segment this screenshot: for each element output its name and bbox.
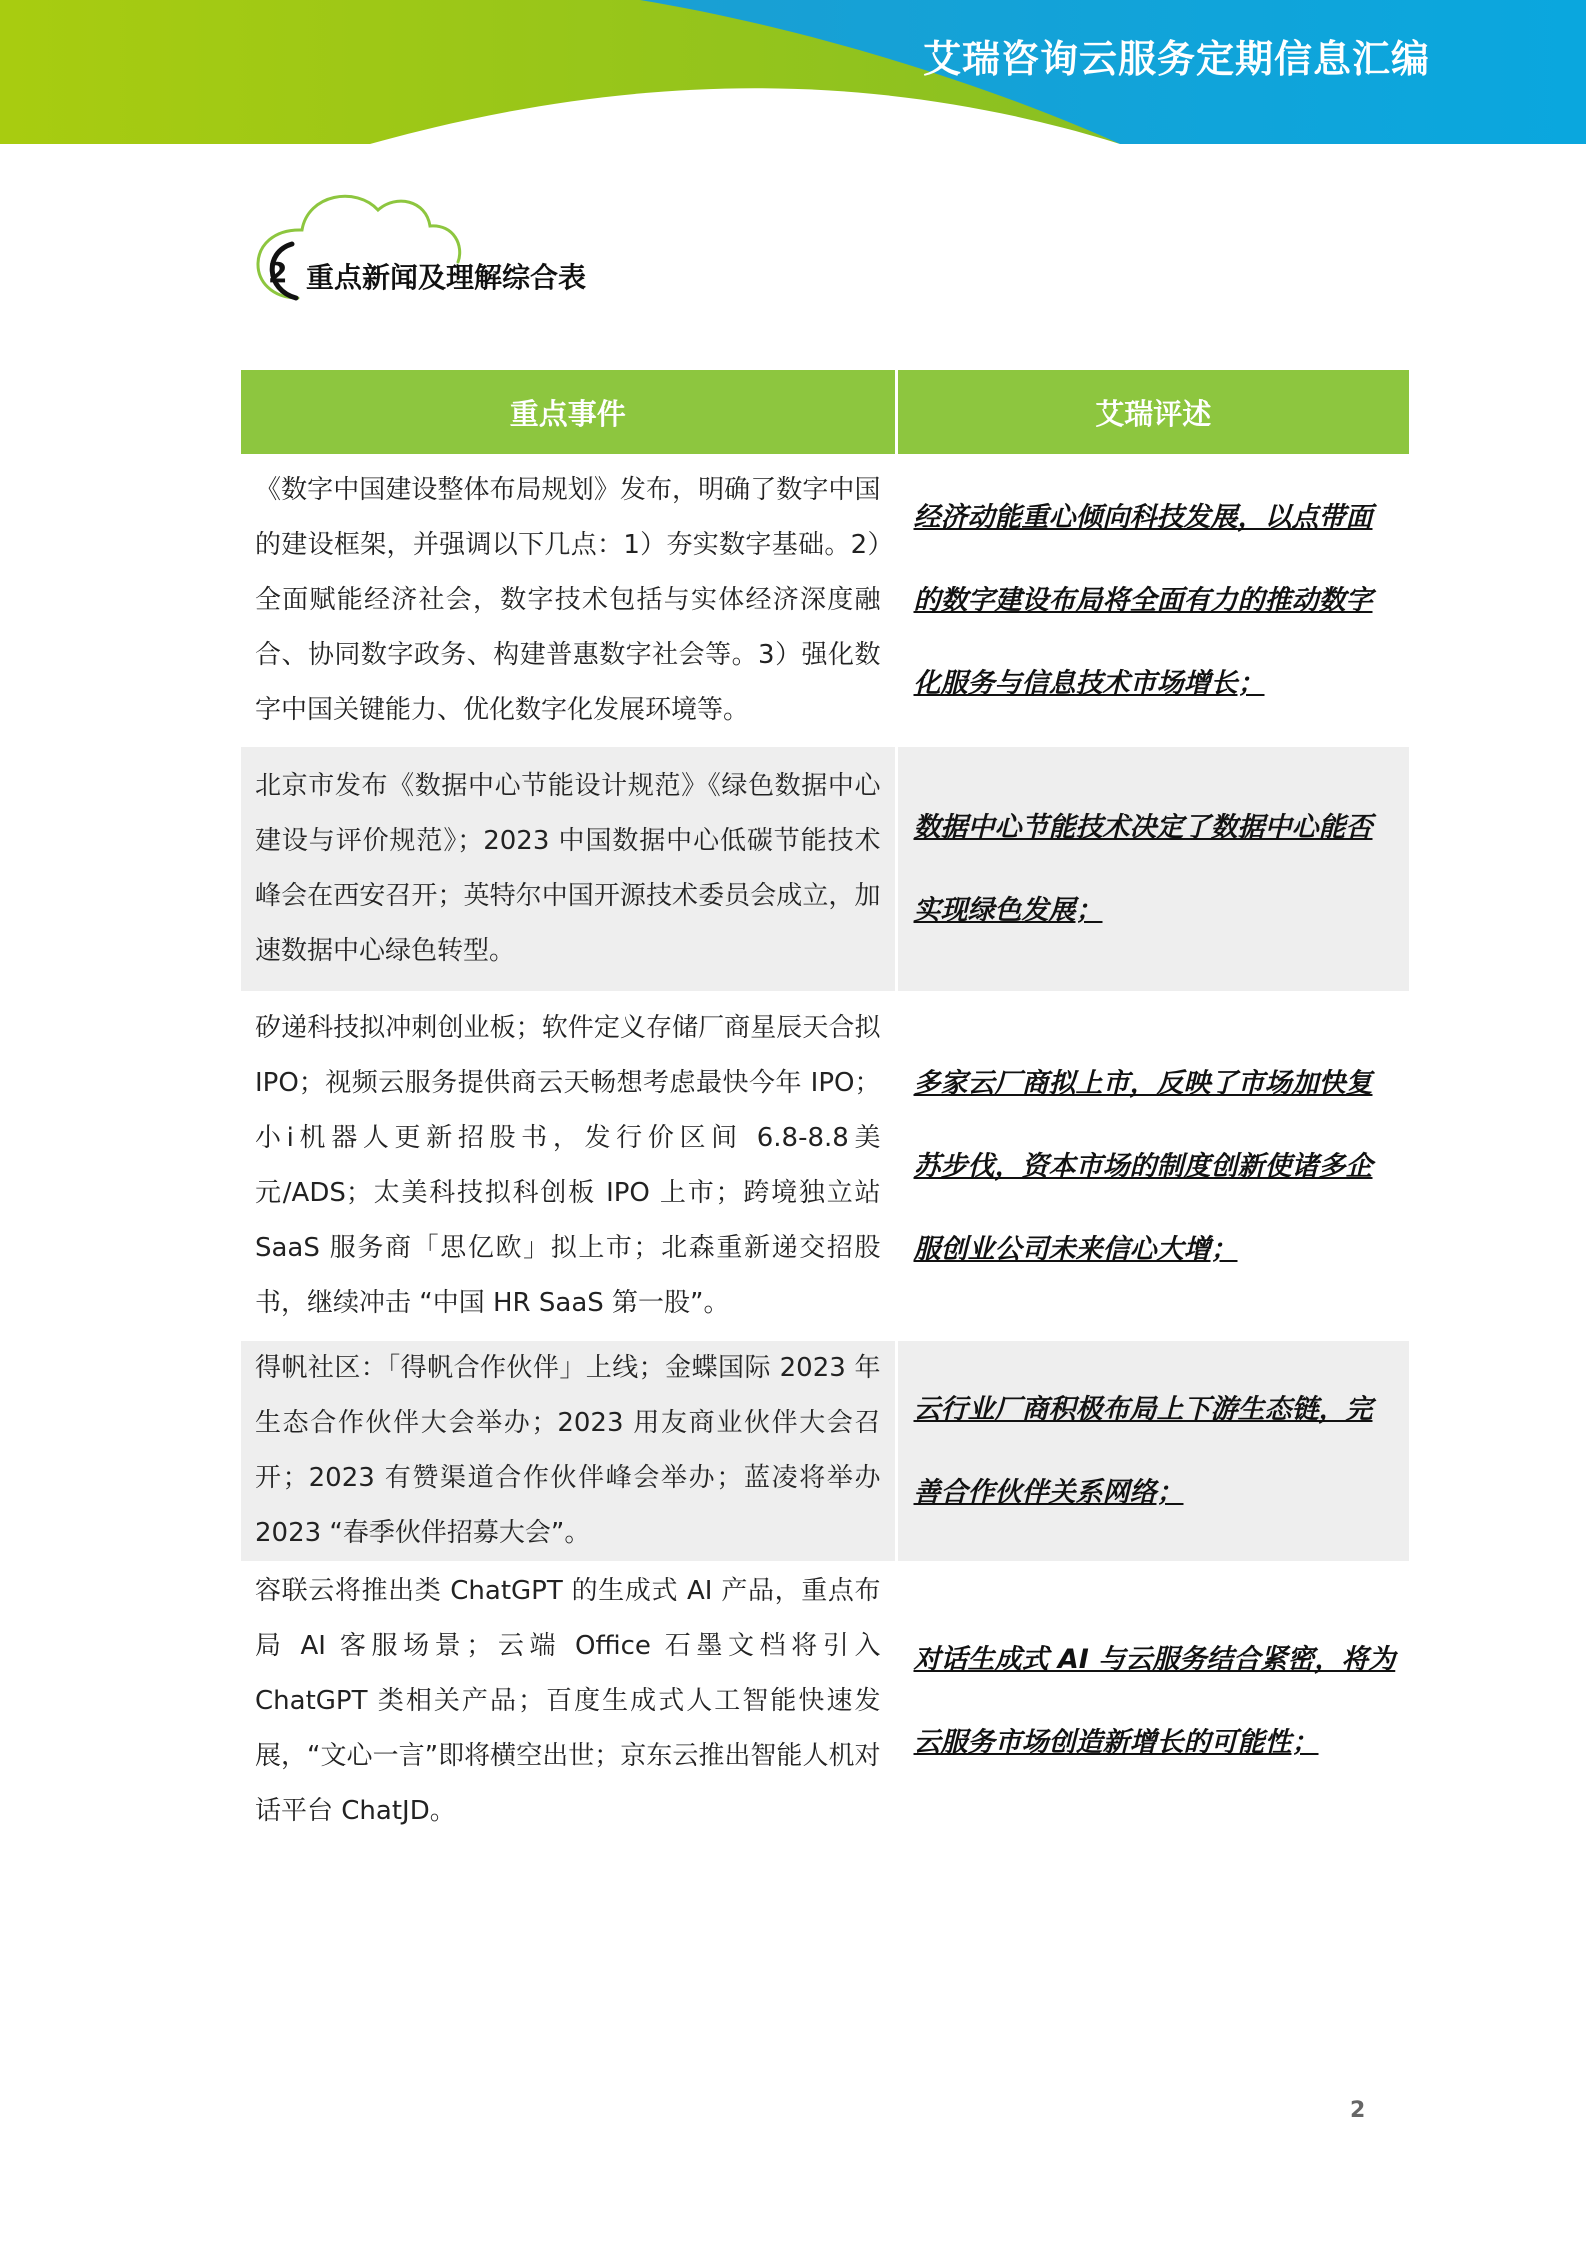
table-row [241,1561,1409,1841]
comment-cell: 数据中心节能技术决定了数据中心能否实现绿色发展； [896,747,1409,991]
news-table [241,370,1409,1841]
table-row [241,991,1409,1341]
section-number: 2 [268,256,288,289]
table-row [241,454,1409,747]
event-cell: 容联云将推出类 ChatGPT 的生成式 AI 产品，重点布局 AI 客服场景；云端 Office 石墨文档将引入 ChatGPT 类相关产品；百度生成式人工智能快速发展，“文心一言”即将横空出世；京东云推出智能人机对话平台 ChatJD。 [241,1561,896,1841]
section-title: 重点新闻及理解综合表 [306,261,587,294]
table-header-row [241,370,1409,454]
table-row [241,747,1409,991]
section-heading [236,180,836,310]
event-cell: 北京市发布《数据中心节能设计规范》《绿色数据中心建设与评价规范》；2023 中国数据中心低碳节能技术峰会在西安召开；英特尔中国开源技术委员会成立，加速数据中心绿色转型。 [241,747,896,991]
event-cell: 得帆社区：「得帆合作伙伴」上线；金蝶国际 2023 年生态合作伙伴大会举办；2023 用友商业伙伴大会召开；2023 有赞渠道合作伙伴峰会举办；蓝凌将举办 2023 “春季伙伴招募大会”。 [241,1341,896,1561]
comment-cell: 对话生成式 AI 与云服务结合紧密，将为云服务市场创造新增长的可能性； [913,1644,1396,1758]
event-cell: 矽递科技拟冲刺创业板；软件定义存储厂商星辰天合拟IPO；视频云服务提供商云天畅想考虑最快今年 IPO；小i机器人更新招股书，发行价区间 6.8-8.8美元/ADS；太美科技拟科创板 IPO 上市；跨境独立站 SaaS 服务商「思亿欧」拟上市；北森重新递交招股书，继续冲击 “中国 HR SaaS 第一股”。 [241,991,896,1341]
event-cell: 《数字中国建设整体布局规划》发布，明确了数字中国的建设框架，并强调以下几点：1）夯实数字基础。2）全面赋能经济社会，数字技术包括与实体经济深度融合、协同数字政务、构建普惠数字社会等。3）强化数字中国关键能力、优化数字化发展环境等。 [241,454,896,747]
header-comment: 艾瑞评述 [896,370,1409,454]
table-row [241,1341,1409,1561]
header-event: 重点事件 [241,370,896,454]
comment-cell: 多家云厂商拟上市，反映了市场加快复苏步伐，资本市场的制度创新使诸多企服创业公司未来信心大增； [913,1067,1373,1265]
comment-cell: 云行业厂商积极布局上下游生态链，完善合作伙伴关系网络； [896,1341,1409,1561]
header-banner [0,0,1586,144]
header-title: 艾瑞咨询云服务定期信息汇编 [922,37,1430,81]
page-number: 2 [1350,2098,1366,2123]
comment-cell: 经济动能重心倾向科技发展，以点带面的数字建设布局将全面有力的推动数字化服务与信息技术市场增长； [913,502,1373,699]
